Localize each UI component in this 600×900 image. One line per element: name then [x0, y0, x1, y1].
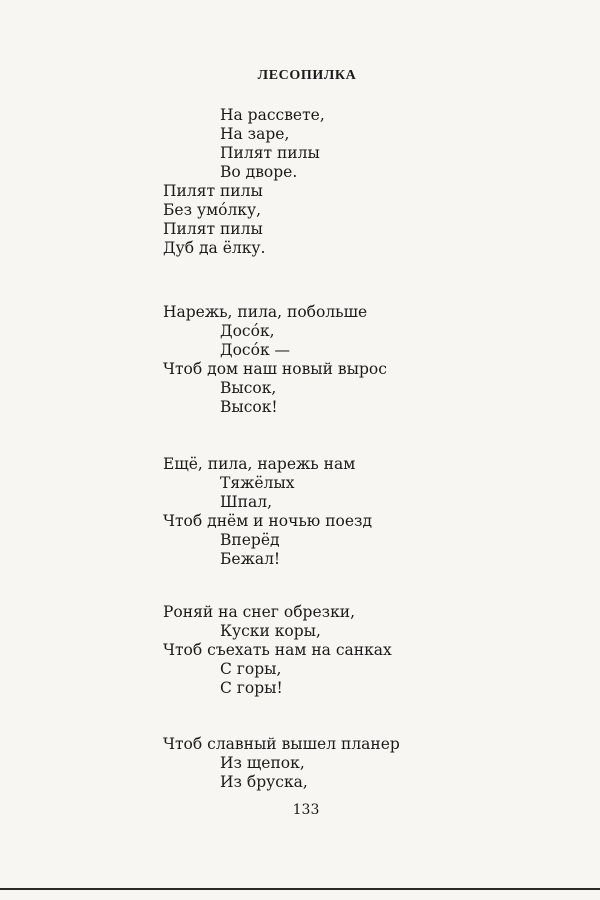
page-number: 133 [292, 802, 320, 818]
poem-line: Досо́к — [220, 341, 291, 359]
page-edge-divider [0, 888, 600, 890]
poem-line: Нарежь, пила, побольше [163, 303, 368, 321]
poem-line: Из щепок, [220, 754, 305, 772]
poem-line: Роняй на снег обрезки, [163, 603, 356, 621]
poem-line: Досо́к, [220, 322, 275, 340]
poem-line: Пилят пилы [163, 182, 263, 200]
poem-line: Пилят пилы [220, 144, 320, 162]
poem-line: Чтоб дом наш новый вырос [163, 360, 387, 378]
poem-title: ЛЕСОПИЛКА [257, 68, 357, 83]
poem-line: На рассвете, [220, 106, 325, 124]
poem-line: Пилят пилы [163, 220, 263, 238]
poem-line: С горы! [220, 679, 283, 697]
poem-line: Бежал! [220, 550, 281, 568]
poem-line: Чтоб съехать нам на санках [163, 641, 392, 659]
poem-line: Без умо́лку, [163, 201, 262, 219]
poem-line: На заре, [220, 125, 290, 143]
poem-line: Ещё, пила, нарежь нам [163, 455, 356, 473]
poem-line: Тяжёлых [220, 474, 295, 492]
poem-line: С горы, [220, 660, 282, 678]
poem-line: Высок! [220, 398, 278, 416]
poem-line: Чтоб славный вышел планер [163, 735, 400, 753]
poem-line: Вперёд [220, 531, 280, 549]
poem-line: Чтоб днём и ночью поезд [163, 512, 373, 530]
poem-line: Из бруска, [220, 773, 308, 791]
poem-line: Высок, [220, 379, 277, 397]
poem-line: Дуб да ёлку. [163, 239, 266, 257]
poem-line: Шпал, [220, 493, 273, 511]
poem-line: Куски коры, [220, 622, 321, 640]
poem-line: Во дворе. [220, 163, 298, 181]
